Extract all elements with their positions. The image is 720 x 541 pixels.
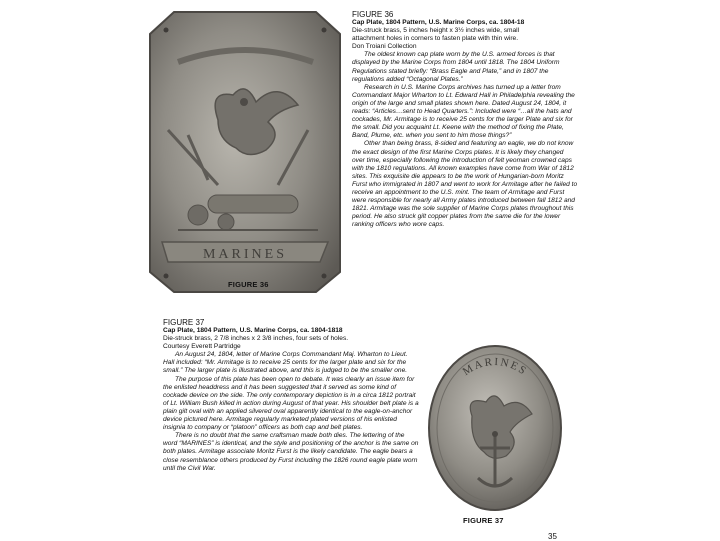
plate-36-lettering: MARINES (202, 247, 288, 262)
figure-37-credit: Courtesy Everett Partridge (163, 343, 241, 351)
figure-37-paragraph: An August 24, 1804, letter of Marine Corps Commandant Maj. Wharton to Lieut. Hall included: “Mr. Armitage is to receive 25 cents for the larger plate and six for the small.” The larger plate is illustrated above, and this is judged to be the smaller one. (163, 351, 408, 375)
figure-36-plate-image (148, 10, 342, 294)
figure-36-description-line: attachment holes in corners to fasten plate with thin wire. (352, 35, 519, 43)
figure-37-paragraph: There is no doubt that the same craftsman made both dies. The lettering of the word “MARINES” is identical, and the style and positioning of the anchor is the same on both plates. Armitage associate Moritz Furst is the likely candidate. The eagle bears a close resemblance others produced by Furst including the 1826 round eagle plate worn until the Civil War. (163, 432, 419, 472)
octagonal-plate-illustration (148, 10, 342, 294)
plate-37-lettering: MARINES (460, 355, 530, 379)
page-number: 35 (548, 532, 557, 541)
figure-37-title: Cap Plate, 1804 Pattern, U.S. Marine Corps, ca. 1804-1818 (163, 327, 343, 334)
figure-36-description-line: Die-struck brass, 5 inches height x 3½ inches wide, small (352, 27, 520, 35)
figure-37-caption: FIGURE 37 (463, 516, 504, 525)
figure-37-paragraph: The purpose of this plate has been open to debate. It was clearly an issue item for the enlisted headdress and it has been suggested that it served as some kind of cockade device on the side. The only contemporary depiction is in a circa 1812 portrait of Lt. William Bush killed in action during August of that year. His shoulder belt plate is a plain gilt oval with an applied silvered oval apparently identical to the eagle-on-anchor device pictured here. Armitage regularly marketed plated versions of his enlisted insignia to company or “platoon” officers as both cap and belt plates. (163, 375, 419, 432)
figure-37-text-block (163, 318, 419, 473)
figure-36-title: Cap Plate, 1804 Pattern, U.S. Marine Corps, ca. 1804-18 (352, 19, 525, 26)
figure-36-heading: FIGURE 36 (352, 10, 394, 19)
figure-36-credit: Don Troiani Collection (352, 43, 417, 51)
figure-36-paragraph: The oldest known cap plate worn by the U.S. armed forces is that displayed by the Marine Corps from 1804 until 1818. The 1804 Uniform Regulations stated briefly: “Brass Eagle and Plate,” and in 1807 the regulations added “Octagonal Plates.” (352, 51, 560, 83)
figure-37-plate-image (420, 336, 570, 518)
figure-36-paragraph: Other than being brass, 8-sided and featuring an eagle, we do not know the exact design of the first Marine Corps plates. It is likely they changed over time, especially following the introduction of felt yeoman crowned caps with the 1810 regulations. All known examples have come from War of 1812 sites. This exquisite die appears to be the work of Hungarian-born Moritz Furst who immigrated in 1807 and went to work for Armitage after he failed to receive an appointment to the U.S. mint. The team of Armitage and Furst were responsible for nearly all Army plates introduced between fall 1812 and 1821. Armitage was the sole supplier of Marine Corps plates throughout this period. He also struck gilt copper plates from the same die for the lower ranking officers who wore caps. (352, 140, 578, 229)
figure-36-text-block (352, 10, 578, 229)
figure-37-heading: FIGURE 37 (163, 318, 205, 327)
figure-36-caption: FIGURE 36 (228, 280, 269, 289)
figure-37-description-line: Die-struck brass, 2 7/8 inches x 2 3/8 inches, four sets of holes. (163, 335, 349, 343)
oval-plate-illustration (420, 336, 570, 518)
figure-36-paragraph: Research in U.S. Marine Corps archives has turned up a letter from Commandant Major Wharton to Lt. Edward Hall in Philadelphia revealing the origin of the large and small plates shown here. Dated August 24, 1804, it reads: “Articles…sent to Head Quarters.”: Included were “…all the hats and cockades, Mr. Armitage is to receive 25 cents for the larger Plate and six for the small. Did you acquaint Lt. Keene with the method of fixing the Plate, Band, Plume, etc. when you sent to him those things?” (352, 83, 575, 140)
